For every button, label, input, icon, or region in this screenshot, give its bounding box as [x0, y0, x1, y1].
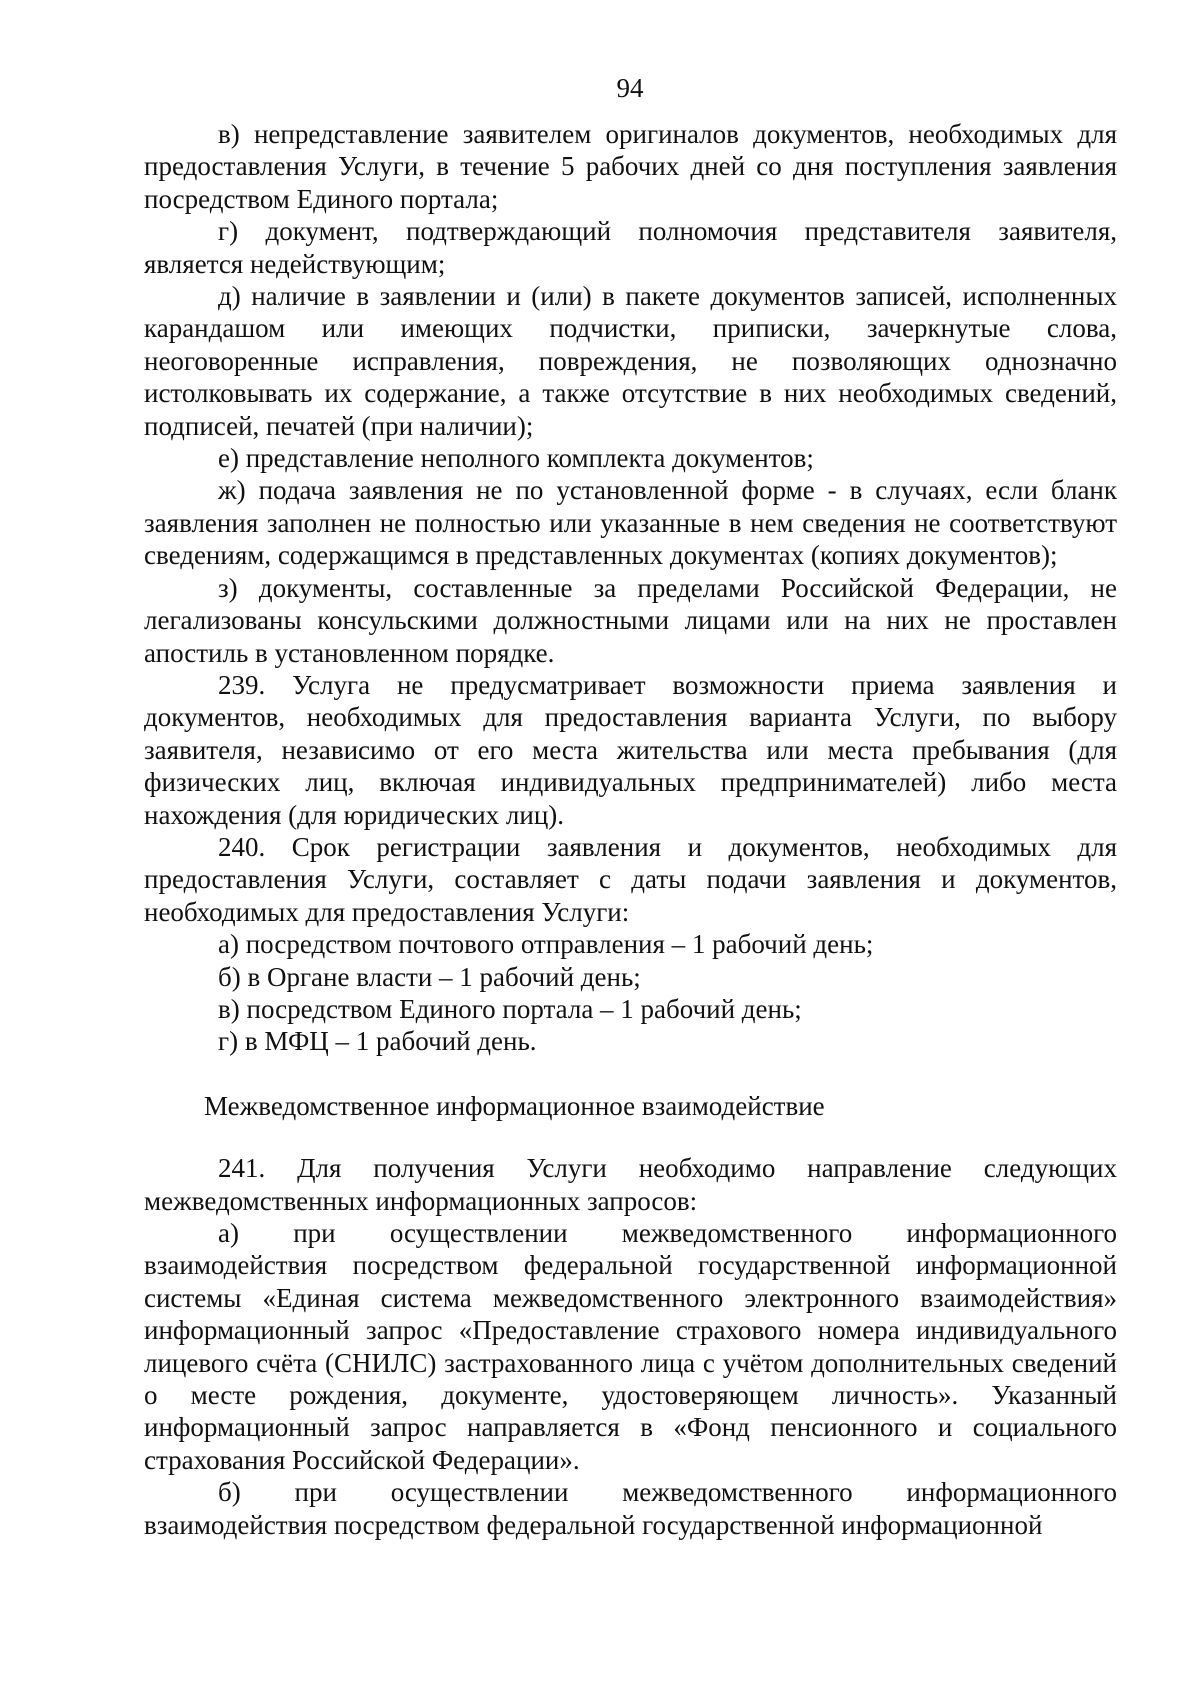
paragraph-item-v: в) непредставление заявителем оригиналов документов, необходимых для предоставления Услуги, в течение 5 рабочих дней со дня поступления заявления посредством Единого портала;: [144, 119, 1117, 214]
paragraph-item-z: з) документы, составленные за пределами Российской Федерации, не легализованы консульскими должностными лицами или на них не проставлен апостиль в установленном порядке.: [144, 572, 1117, 668]
paragraph-241-b: б) при осуществлении межведомственного информационного взаимодействия посредством федеральной государственной информационной: [144, 1477, 1117, 1540]
paragraph-240-b: б) в Органе власти – 1 рабочий день;: [218, 961, 641, 992]
paragraph-240-v: в) посредством Единого портала – 1 рабочий день;: [218, 993, 802, 1024]
document-body: [144, 118, 1117, 1541]
paragraph-240-a: а) посредством почтового отправления – 1 рабочий день;: [218, 929, 874, 960]
section-title: Межведомственное информационное взаимодействие: [204, 1090, 825, 1121]
paragraph-239: 239. Услуга не предусматривает возможности приема заявления и документов, необходимых для предоставления варианта Услуги, по выбору заявителя, независимо от его места жительства или места пребывания (для физических лиц, включая индивидуальных предпринимателей) либо места нахождения (для юридических лиц).: [144, 669, 1117, 830]
paragraph-item-e: е) представление неполного комплекта документов;: [218, 443, 814, 474]
paragraph-241: 241. Для получения Услуги необходимо направление следующих межведомственных информационных запросов:: [144, 1153, 1117, 1216]
paragraph-241-a: а) при осуществлении межведомственного информационного взаимодействия посредством федеральной государственной информационной системы «Единая система межведомственного электронного взаимодействия» информационный запрос «Предоставление страхового номера индивидуального лицевого счёта (СНИЛС) застрахованного лица с учётом дополнительных сведений о месте рождения, документе, удостоверяющем личность». Указанный информационный запрос направляется в «Фонд пенсионного и социального страхования Российской Федерации».: [144, 1218, 1117, 1475]
paragraph-item-zh: ж) подача заявления не по установленной форме - в случаях, если бланк заявления заполнен не полностью или указанные в нем сведения не соответствуют сведениям, содержащимся в представленных документах (копиях документов);: [144, 475, 1117, 571]
paragraph-240: 240. Срок регистрации заявления и документов, необходимых для предоставления Услуги, составляет с даты подачи заявления и документов, необходимых для предоставления Услуги:: [144, 831, 1117, 927]
paragraph-item-d: д) наличие в заявлении и (или) в пакете документов записей, исполненных карандашом или имеющих подчистки, приписки, зачеркнутые слова, неоговоренные исправления, повреждения, не позволяющих однозначно истолковывать их содержание, а также отсутствие в них необходимых сведений, подписей, печатей (при наличии);: [144, 281, 1117, 441]
page-number: 94: [616, 73, 644, 103]
paragraph-item-g: г) документ, подтверждающий полномочия представителя заявителя, является недействующим;: [144, 216, 1117, 279]
paragraph-240-g: г) в МФЦ – 1 рабочий день.: [218, 1026, 537, 1057]
